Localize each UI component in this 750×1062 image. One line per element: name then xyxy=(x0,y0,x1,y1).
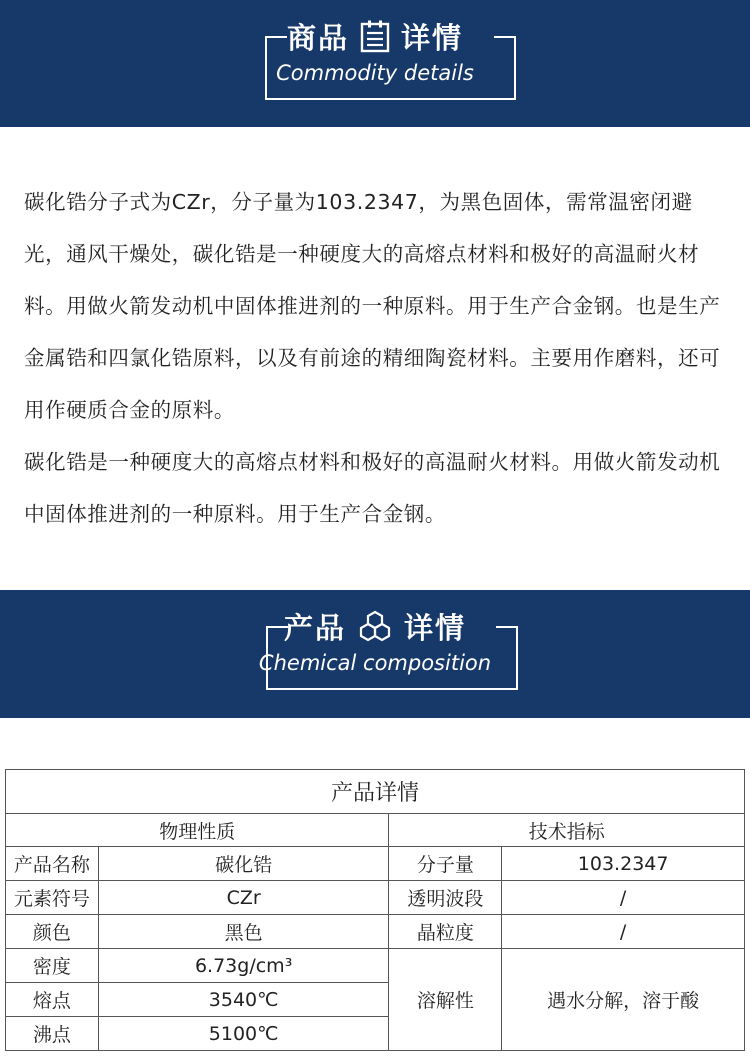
row-value: 碳化锆 xyxy=(98,847,389,881)
commodity-title-right: 详情 xyxy=(401,20,464,55)
row-value: 103.2347 xyxy=(502,847,745,881)
row-value: / xyxy=(502,915,745,949)
table-row xyxy=(6,949,745,983)
row-value: 黑色 xyxy=(98,915,389,949)
row-value: / xyxy=(502,881,745,915)
description-paragraph: 碳化锆是一种硬度大的高熔点材料和极好的高温耐火材料。用做火箭发动机中固体推进剂的一种原料。用于生产合金钢。 xyxy=(24,450,721,526)
chemical-composition-title xyxy=(0,606,750,646)
clipboard-icon xyxy=(359,19,391,53)
row-label: 熔点 xyxy=(6,983,99,1017)
commodity-details-subtitle: Commodity details xyxy=(276,61,474,85)
composition-title-left: 产品 xyxy=(283,610,346,645)
row-value: 6.73g/cm³ xyxy=(98,949,389,983)
composition-title-right: 详情 xyxy=(404,610,467,645)
description-paragraph: 碳化锆分子式为CZr，分子量为103.2347，为黑色固体，需常温密闭避光，通风干燥处，碳化锆是一种硬度大的高熔点材料和极好的高温耐火材料。用做火箭发动机中固体推进剂的一种原料。用于生产合金钢。也是生产金属锆和四氯化锆原料，以及有前途的精细陶瓷材料。主要用作磨料，还可用作硬质合金的原料。 xyxy=(24,190,721,422)
row-label: 密度 xyxy=(6,949,99,983)
solubility-label: 溶解性 xyxy=(389,949,502,1051)
chemical-composition-subtitle: Chemical composition xyxy=(258,651,492,675)
row-label: 元素符号 xyxy=(6,881,99,915)
row-label: 晶粒度 xyxy=(389,915,502,949)
row-label: 产品名称 xyxy=(6,847,99,881)
group-physical-properties: 物理性质 xyxy=(6,814,389,847)
product-description xyxy=(24,176,728,540)
product-spec-table xyxy=(5,769,745,1051)
molecule-icon xyxy=(356,608,394,644)
row-value: CZr xyxy=(98,881,389,915)
table-row xyxy=(6,915,745,949)
row-value: 5100℃ xyxy=(98,1017,389,1051)
table-row xyxy=(6,847,745,881)
commodity-title-left: 商品 xyxy=(286,20,349,55)
row-label: 颜色 xyxy=(6,915,99,949)
table-row xyxy=(6,881,745,915)
row-label: 分子量 xyxy=(389,847,502,881)
solubility-value: 遇水分解，溶于酸 xyxy=(502,949,745,1051)
row-value: 3540℃ xyxy=(98,983,389,1017)
commodity-details-title xyxy=(0,16,750,56)
group-technical-specs: 技术指标 xyxy=(389,814,745,847)
table-title: 产品详情 xyxy=(6,770,745,814)
row-label: 透明波段 xyxy=(389,881,502,915)
row-label: 沸点 xyxy=(6,1017,99,1051)
